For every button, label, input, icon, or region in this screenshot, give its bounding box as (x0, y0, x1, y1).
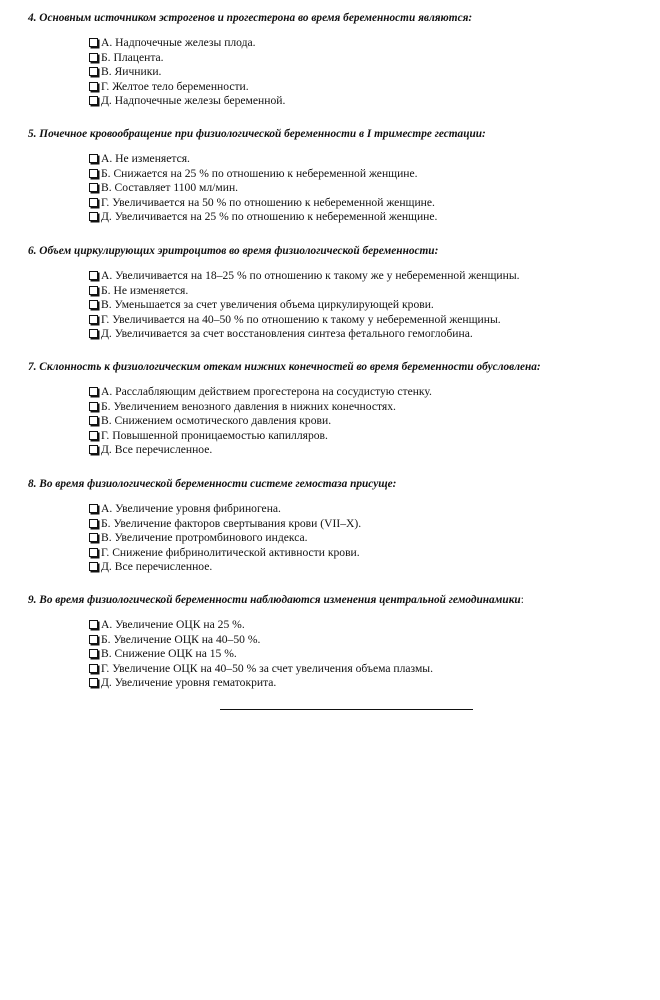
answer-options (89, 385, 432, 458)
checkbox-icon[interactable] (89, 154, 98, 163)
checkbox-icon[interactable] (89, 183, 98, 192)
checkbox-icon[interactable] (89, 519, 98, 528)
answer-options (89, 36, 285, 109)
answer-option-label: Б. Снижается на 25 % по отношению к небеременной женщине. (101, 166, 418, 180)
answer-option[interactable] (89, 327, 520, 342)
answer-option-label: А. Не изменяется. (101, 152, 190, 165)
checkbox-icon[interactable] (89, 329, 98, 338)
answer-option[interactable] (89, 167, 437, 182)
checkbox-icon[interactable] (89, 271, 98, 280)
answer-options (89, 152, 437, 225)
question-title (28, 127, 648, 141)
answer-options (89, 618, 433, 691)
answer-option[interactable] (89, 618, 433, 633)
answer-option[interactable] (89, 633, 433, 648)
question-title (28, 244, 648, 258)
answer-option-label: Б. Увеличение факторов свертывания крови (VII–X). (101, 516, 362, 530)
answer-option[interactable] (89, 284, 520, 299)
answer-option-label: Б. Плацента. (101, 50, 164, 64)
answer-option-label: Д. Надпочечные железы беременной. (101, 94, 286, 107)
checkbox-icon[interactable] (89, 82, 98, 91)
answer-option-label: В. Уменьшается за счет увеличения объема циркулирующей крови. (101, 298, 434, 311)
answer-option[interactable] (89, 385, 432, 400)
checkbox-icon[interactable] (89, 169, 98, 178)
answer-option[interactable] (89, 676, 433, 691)
answer-option[interactable] (89, 36, 285, 51)
checkbox-icon[interactable] (89, 533, 98, 542)
question-title-suffix: : (520, 594, 524, 606)
answer-option-label: Г. Повышенной проницаемостью капилляров. (101, 428, 328, 442)
answer-option-label: Г. Увеличение ОЦК на 40–50 % за счет увеличения объема плазмы. (101, 661, 433, 675)
answer-option[interactable] (89, 94, 285, 109)
answer-option-label: В. Снижение ОЦК на 15 %. (101, 647, 237, 660)
answer-option[interactable] (89, 210, 437, 225)
question-title (28, 593, 648, 607)
checkbox-icon[interactable] (89, 402, 98, 411)
checkbox-icon[interactable] (89, 300, 98, 309)
answer-option[interactable] (89, 65, 285, 80)
question-title-text: 8. Во время физиологической беременности системе гемостаза присуще: (28, 478, 397, 490)
answer-option[interactable] (89, 517, 361, 532)
question-title (28, 360, 648, 374)
checkbox-icon[interactable] (89, 664, 98, 673)
answer-option[interactable] (89, 443, 432, 458)
answer-option-label: Д. Все перечисленное. (101, 560, 213, 573)
answer-option-label: Д. Увеличивается за счет восстановления синтеза фетального гемоглобина. (101, 327, 473, 340)
answer-option-label: Д. Все перечисленное. (101, 443, 213, 456)
answer-option-label: Д. Увеличивается на 25 % по отношению к небеременной женщине. (101, 210, 438, 223)
question-title (28, 11, 648, 25)
checkbox-icon[interactable] (89, 387, 98, 396)
answer-option-label: Г. Желтое тело беременности. (101, 79, 249, 93)
answer-option[interactable] (89, 298, 520, 313)
answer-option-label: Г. Снижение фибринолитической активности крови. (101, 545, 360, 559)
question-title (28, 477, 648, 491)
answer-option[interactable] (89, 546, 361, 561)
checkbox-icon[interactable] (89, 678, 98, 687)
answer-option-label: Г. Увеличивается на 50 % по отношению к небеременной женщине. (101, 195, 435, 209)
checkbox-icon[interactable] (89, 212, 98, 221)
answer-option-label: А. Увеличение уровня фибриногена. (101, 502, 281, 515)
answer-option[interactable] (89, 414, 432, 429)
answer-option-label: Г. Увеличивается на 40–50 % по отношению к такому у небеременной женщины. (101, 312, 501, 326)
checkbox-icon[interactable] (89, 620, 98, 629)
answer-option-label: Б. Увеличение ОЦК на 40–50 %. (101, 632, 261, 646)
checkbox-icon[interactable] (89, 649, 98, 658)
answer-options (89, 269, 520, 342)
question-title-text: 6. Объем циркулирующих эритроцитов во время физиологической беременности: (28, 245, 439, 257)
answer-option[interactable] (89, 429, 432, 444)
answer-option-label: А. Увеличивается на 18–25 % по отношению к такому же у небеременной женщины. (101, 269, 520, 282)
question-title-text: 5. Почечное кровообращение при физиологической беременности в I триместре гестации: (28, 128, 486, 140)
checkbox-icon[interactable] (89, 96, 98, 105)
answer-option-label: В. Составляет 1100 мл/мин. (101, 181, 239, 194)
answer-option[interactable] (89, 662, 433, 677)
answer-option[interactable] (89, 152, 437, 167)
answer-option[interactable] (89, 196, 437, 211)
answer-option-label: А. Расслабляющим действием прогестерона на сосудистую стенку. (101, 385, 432, 398)
checkbox-icon[interactable] (89, 67, 98, 76)
answer-option-label: Д. Увеличение уровня гематокрита. (101, 676, 277, 689)
answer-option[interactable] (89, 531, 361, 546)
answer-option[interactable] (89, 269, 520, 284)
checkbox-icon[interactable] (89, 38, 98, 47)
answer-option[interactable] (89, 51, 285, 66)
question-title-text: 4. Основным источником эстрогенов и прогестерона во время беременности являются: (28, 12, 473, 24)
answer-option[interactable] (89, 502, 361, 517)
answer-option-label: А. Надпочечные железы плода. (101, 36, 256, 49)
checkbox-icon[interactable] (89, 548, 98, 557)
checkbox-icon[interactable] (89, 416, 98, 425)
checkbox-icon[interactable] (89, 315, 98, 324)
answer-option[interactable] (89, 647, 433, 662)
answer-option-label: Б. Не изменяется. (101, 283, 189, 297)
checkbox-icon[interactable] (89, 198, 98, 207)
checkbox-icon[interactable] (89, 504, 98, 513)
answer-option-label: Б. Увеличением венозного давления в нижних конечностях. (101, 399, 396, 413)
answer-option-label: В. Яичники. (101, 65, 162, 78)
answer-option[interactable] (89, 80, 285, 95)
checkbox-icon[interactable] (89, 286, 98, 295)
checkbox-icon[interactable] (89, 635, 98, 644)
question-title-text: 9. Во время физиологической беременности наблюдаются изменения центральной гемодинамики (28, 594, 521, 606)
answer-option[interactable] (89, 560, 361, 575)
checkbox-icon[interactable] (89, 431, 98, 440)
checkbox-icon[interactable] (89, 445, 98, 454)
answer-option-label: А. Увеличение ОЦК на 25 %. (101, 618, 245, 631)
question-title-text: 7. Склонность к физиологическим отекам нижних конечностей во время беременности обусловлена: (28, 361, 541, 373)
answer-option-label: В. Снижением осмотического давления крови. (101, 414, 332, 427)
end-divider (220, 709, 473, 710)
answer-option[interactable] (89, 181, 437, 196)
answer-option[interactable] (89, 400, 432, 415)
checkbox-icon[interactable] (89, 53, 98, 62)
answer-option-label: В. Увеличение протромбинового индекса. (101, 531, 308, 544)
answer-options (89, 502, 361, 575)
checkbox-icon[interactable] (89, 562, 98, 571)
answer-option[interactable] (89, 313, 520, 328)
